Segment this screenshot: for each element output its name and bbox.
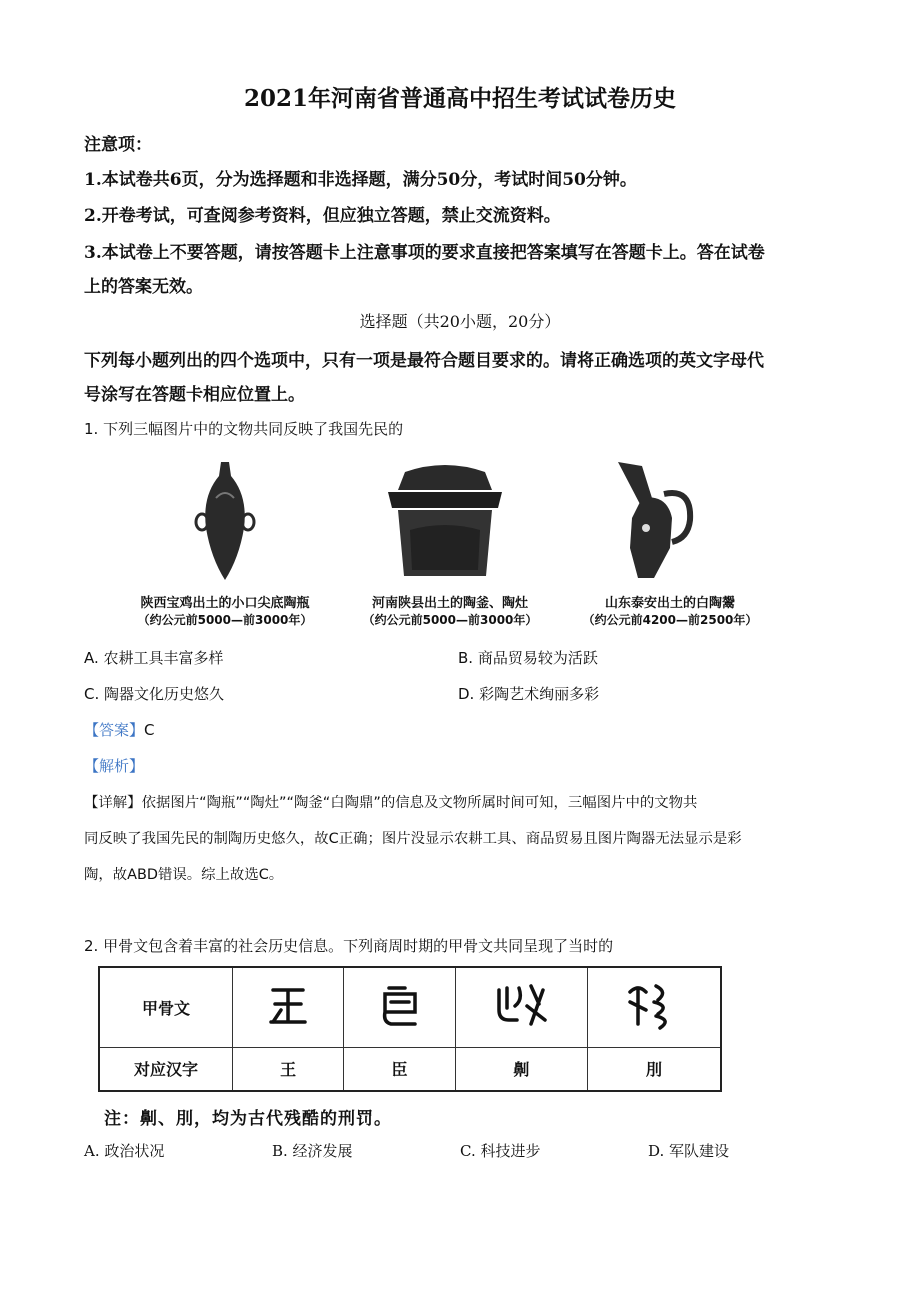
q1-image-2-caption [340, 592, 560, 628]
q1-detail-line-2: 同反映了我国先民的制陶历史悠久，故C正确；图片没显示农耕工具、商品贸易且图片陶器无法显示是彩 [84, 831, 742, 847]
notice-item-1: 1.本试卷共6页，分为选择题和非选择题，满分50分，考试时间50分钟。 [84, 170, 637, 190]
oracle-glyph-yue-icon [624, 980, 684, 1030]
notice-item-3-line-2: 上的答案无效。 [84, 277, 203, 297]
page-title: 2021年河南省普通高中招生考试试卷历史 [243, 85, 676, 112]
section-instruction-line-1: 下列每小题列出的四个选项中，只有一项是最符合题目要求的。请将正确选项的英文字母代 [84, 351, 764, 371]
q1-option-b: B. 商品贸易较为活跃 [458, 649, 598, 667]
table-cell-char: 刖 [588, 1047, 721, 1091]
q2-option-b: B. 经济发展 [272, 1142, 353, 1160]
notice-item-2: 2.开卷考试，可查阅参考资料，但应独立答题，禁止交流资料。 [84, 206, 561, 226]
notice-heading: 注意项： [84, 135, 152, 155]
oracle-glyph-yi [455, 967, 587, 1047]
table-cell-char: 王 [233, 1047, 344, 1091]
q2-stem: 2. 甲骨文包含着丰富的社会历史信息。下列商周时期的甲骨文共同呈现了当时的 [84, 937, 614, 955]
oracle-glyph-chen-icon [375, 980, 425, 1030]
notice-item-3-line-1: 3.本试卷上不要答题，请按答题卡上注意事项的要求直接把答案填写在答题卡上。答在试卷 [84, 243, 765, 263]
q1-image-1-caption [115, 592, 335, 628]
q1-image-1-date: （约公元前5000—前3000年） [137, 613, 313, 627]
white-pottery-gui-image [612, 458, 702, 582]
q1-answer-label: 【答案】 [84, 721, 145, 739]
section-instruction-line-2: 号涂写在答题卡相应位置上。 [84, 385, 305, 405]
q1-detail-line-3: 陶，故ABD错误。综上故选C。 [84, 867, 284, 883]
q2-note: 注：劓、刖，均为古代残酷的刑罚。 [104, 1109, 392, 1129]
q1-image-1-title: 陕西宝鸡出土的小口尖底陶瓶 [140, 596, 310, 611]
q1-image-3-date: （约公元前4200—前2500年） [582, 613, 758, 627]
section-heading: 选择题（共20小题，20分） [359, 312, 561, 331]
table-row [99, 967, 721, 1047]
q1-stem: 1. 下列三幅图片中的文物共同反映了我国先民的 [84, 420, 404, 438]
q1-option-c: C. 陶器文化历史悠久 [84, 685, 225, 703]
q1-image-3-caption [560, 592, 780, 628]
q2-option-d: D. 军队建设 [648, 1142, 730, 1160]
q1-analysis-label: 【解析】 [84, 757, 145, 775]
table-header-oracle: 甲骨文 [99, 967, 233, 1047]
table-cell-char: 臣 [344, 1047, 455, 1091]
pottery-bottle-image [190, 458, 260, 582]
oracle-glyph-wang [233, 967, 344, 1047]
q1-image-3-title: 山东泰安出土的白陶鬶 [604, 596, 735, 611]
q1-answer [84, 719, 155, 740]
q1-option-a: A. 农耕工具丰富多样 [84, 649, 224, 667]
oracle-glyph-yue [588, 967, 721, 1047]
q1-image-2-date: （约公元前5000—前3000年） [362, 613, 538, 627]
pottery-stove-image [380, 460, 510, 580]
oracle-glyph-chen [344, 967, 455, 1047]
oracle-glyph-wang-icon [263, 980, 313, 1030]
q1-image-2-title: 河南陕县出土的陶釜、陶灶 [371, 596, 528, 611]
q1-answer-value: C [144, 721, 155, 739]
table-row [99, 1047, 721, 1091]
q2-option-c: C. 科技进步 [460, 1142, 541, 1160]
q1-detail-line-1: 【详解】依据图片“陶瓶”“陶灶”“陶釜“白陶鼎”的信息及文物所属时间可知，三幅图片中的文物共 [84, 795, 698, 811]
oracle-bone-table [98, 966, 722, 1092]
table-header-chinese: 对应汉字 [99, 1047, 233, 1091]
oracle-glyph-yi-icon [491, 980, 551, 1030]
table-cell-char: 劓 [455, 1047, 587, 1091]
q2-option-a: A. 政治状况 [84, 1142, 165, 1160]
q1-option-d: D. 彩陶艺术绚丽多彩 [458, 685, 600, 703]
